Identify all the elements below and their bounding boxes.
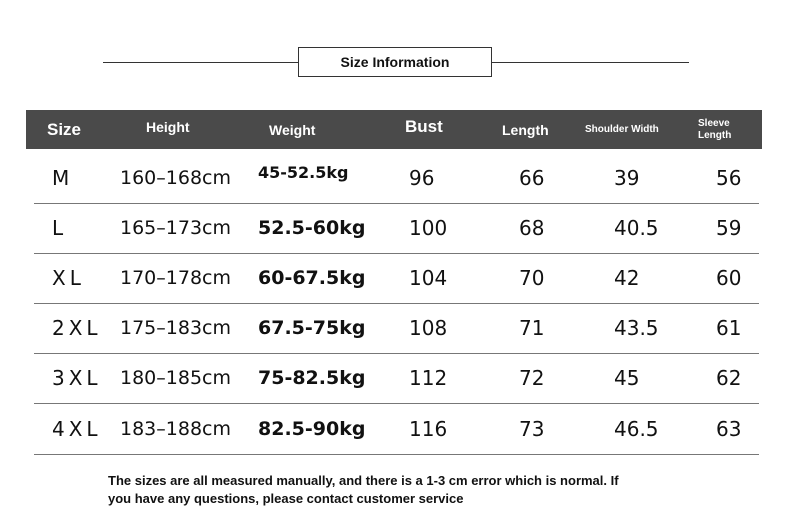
row-bust: 108 — [409, 316, 448, 340]
row-bust: 104 — [409, 266, 448, 290]
row-size: 3XL — [52, 366, 102, 390]
row-weight: 52.5-60kg — [258, 217, 366, 239]
table-row — [34, 404, 759, 455]
row-shoulder-width: 45 — [614, 366, 640, 390]
header-sleeve-length — [698, 110, 731, 149]
measurement-note — [108, 472, 688, 508]
row-bust: 112 — [409, 366, 448, 390]
row-length: 66 — [519, 166, 545, 190]
table-row — [34, 353, 759, 404]
row-height: 175–183cm — [120, 317, 231, 339]
table-row — [34, 253, 759, 304]
row-sleeve-length: 61 — [716, 316, 742, 340]
header-length: Length — [502, 121, 549, 138]
row-size: L — [52, 216, 68, 240]
row-sleeve-length: 59 — [716, 216, 742, 240]
row-length: 71 — [519, 316, 545, 340]
row-length: 68 — [519, 216, 545, 240]
row-bust: 96 — [409, 166, 435, 190]
row-weight: 67.5-75kg — [258, 317, 366, 339]
header-height: Height — [146, 118, 190, 135]
row-weight: 75-82.5kg — [258, 367, 366, 389]
title-rule-right — [492, 62, 689, 63]
row-weight: 82.5-90kg — [258, 418, 366, 440]
header-sleeve-line2: Length — [698, 129, 732, 141]
row-length: 72 — [519, 366, 545, 390]
row-length: 73 — [519, 417, 545, 441]
row-shoulder-width: 40.5 — [614, 216, 659, 240]
row-length: 70 — [519, 266, 545, 290]
row-sleeve-length: 60 — [716, 266, 742, 290]
header-bust: Bust — [405, 116, 443, 136]
table-row — [34, 303, 759, 354]
table-row — [34, 153, 759, 204]
table-row — [34, 203, 759, 254]
header-weight: Weight — [269, 121, 316, 138]
row-weight: 45-52.5kg — [258, 162, 349, 182]
row-height: 170–178cm — [120, 267, 231, 289]
row-shoulder-width: 46.5 — [614, 417, 659, 441]
row-sleeve-length: 63 — [716, 417, 742, 441]
size-information-title: Size Information — [298, 47, 492, 77]
row-weight: 60-67.5kg — [258, 267, 366, 289]
row-sleeve-length: 62 — [716, 366, 742, 390]
row-size: 4XL — [52, 417, 102, 441]
row-size: M — [52, 166, 74, 190]
title-rule-left — [103, 62, 298, 63]
row-shoulder-width: 39 — [614, 166, 640, 190]
row-bust: 116 — [409, 417, 448, 441]
row-height: 183–188cm — [120, 418, 231, 440]
header-size: Size — [47, 119, 82, 139]
header-sleeve-line1: Sleeve — [698, 117, 730, 129]
row-sleeve-length: 56 — [716, 166, 742, 190]
table-header — [26, 110, 762, 149]
row-shoulder-width: 42 — [614, 266, 640, 290]
row-size: 2XL — [52, 316, 102, 340]
row-height: 180–185cm — [120, 367, 231, 389]
row-height: 165–173cm — [120, 217, 231, 239]
row-height: 160–168cm — [120, 167, 231, 189]
row-shoulder-width: 43.5 — [614, 316, 659, 340]
header-shoulder-width: Shoulder Width — [585, 124, 659, 135]
row-bust: 100 — [409, 216, 448, 240]
row-size: XL — [52, 266, 85, 290]
note-line-1: The sizes are all measured manually, and there is a 1-3 cm error which is normal. If — [108, 473, 619, 488]
note-line-2: you have any questions, please contact customer service — [108, 491, 464, 506]
